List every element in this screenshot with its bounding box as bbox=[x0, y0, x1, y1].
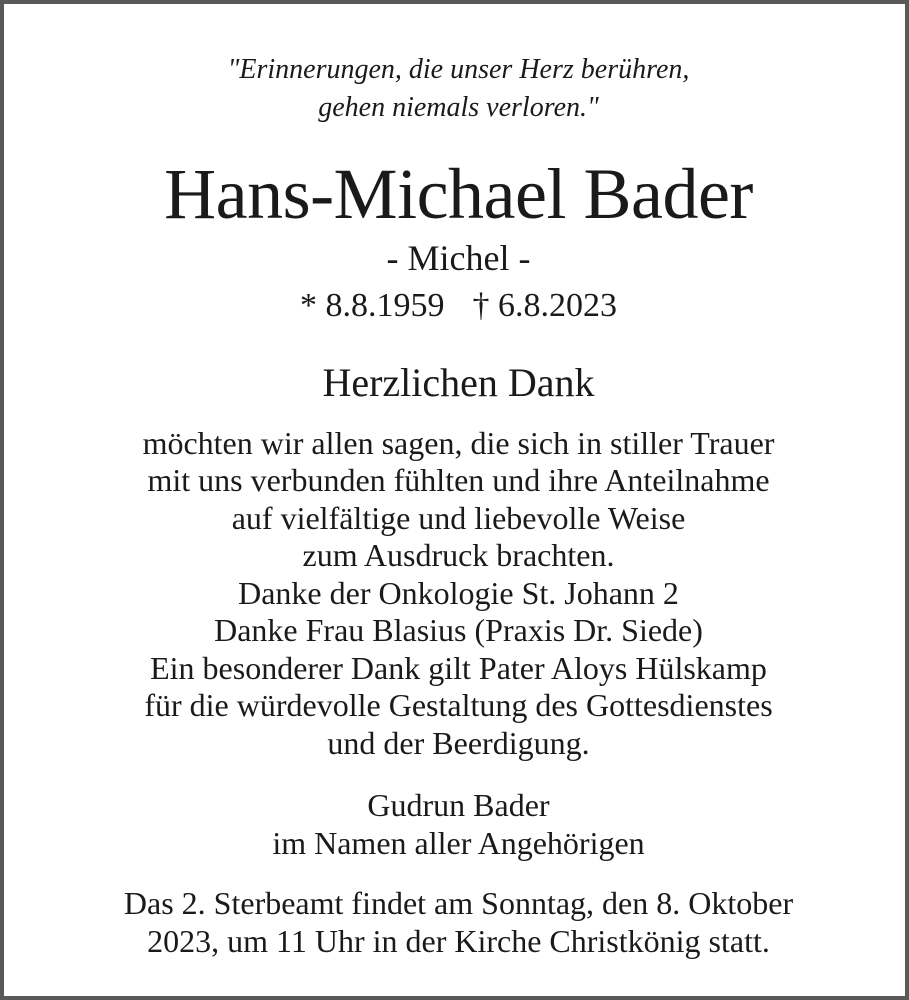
quote-line-1: "Erinnerungen, die unser Herz berühren, bbox=[227, 54, 690, 85]
death-date: † 6.8.2023 bbox=[472, 287, 617, 324]
service-notice-line-1: Das 2. Sterbeamt findet am Sonntag, den 8. Oktober bbox=[123, 885, 794, 921]
thanks-line: Ein besonderer Dank gilt Pater Aloys Hülskamp bbox=[150, 650, 767, 686]
thanks-line: Danke der Onkologie St. Johann 2 bbox=[238, 575, 679, 611]
deceased-nickname: - Michel - bbox=[386, 238, 531, 278]
thanks-line: mit uns verbunden fühlten und ihre Anteilnahme bbox=[147, 462, 770, 498]
birth-date: * 8.8.1959 bbox=[300, 287, 445, 324]
signature-name: Gudrun Bader bbox=[367, 787, 550, 823]
service-notice-line-2: 2023, um 11 Uhr in der Kirche Christkönig statt. bbox=[147, 923, 770, 959]
deceased-name: Hans-Michael Bader bbox=[164, 154, 753, 234]
thanks-line: zum Ausdruck brachten. bbox=[302, 537, 615, 573]
life-dates bbox=[4, 285, 909, 327]
thanks-line: und der Beerdigung. bbox=[327, 725, 590, 761]
quote-line-2: gehen niemals verloren." bbox=[318, 92, 599, 123]
thanks-line: für die würdevolle Gestaltung des Gottesdienstes bbox=[144, 687, 773, 723]
thanks-heading: Herzlichen Dank bbox=[322, 360, 595, 405]
signature-note: im Namen aller Angehörigen bbox=[272, 825, 645, 861]
thanks-line: Danke Frau Blasius (Praxis Dr. Siede) bbox=[214, 612, 703, 648]
thanks-line: möchten wir allen sagen, die sich in stiller Trauer bbox=[142, 425, 775, 461]
thanks-line: auf vielfältige und liebevolle Weise bbox=[231, 500, 686, 536]
